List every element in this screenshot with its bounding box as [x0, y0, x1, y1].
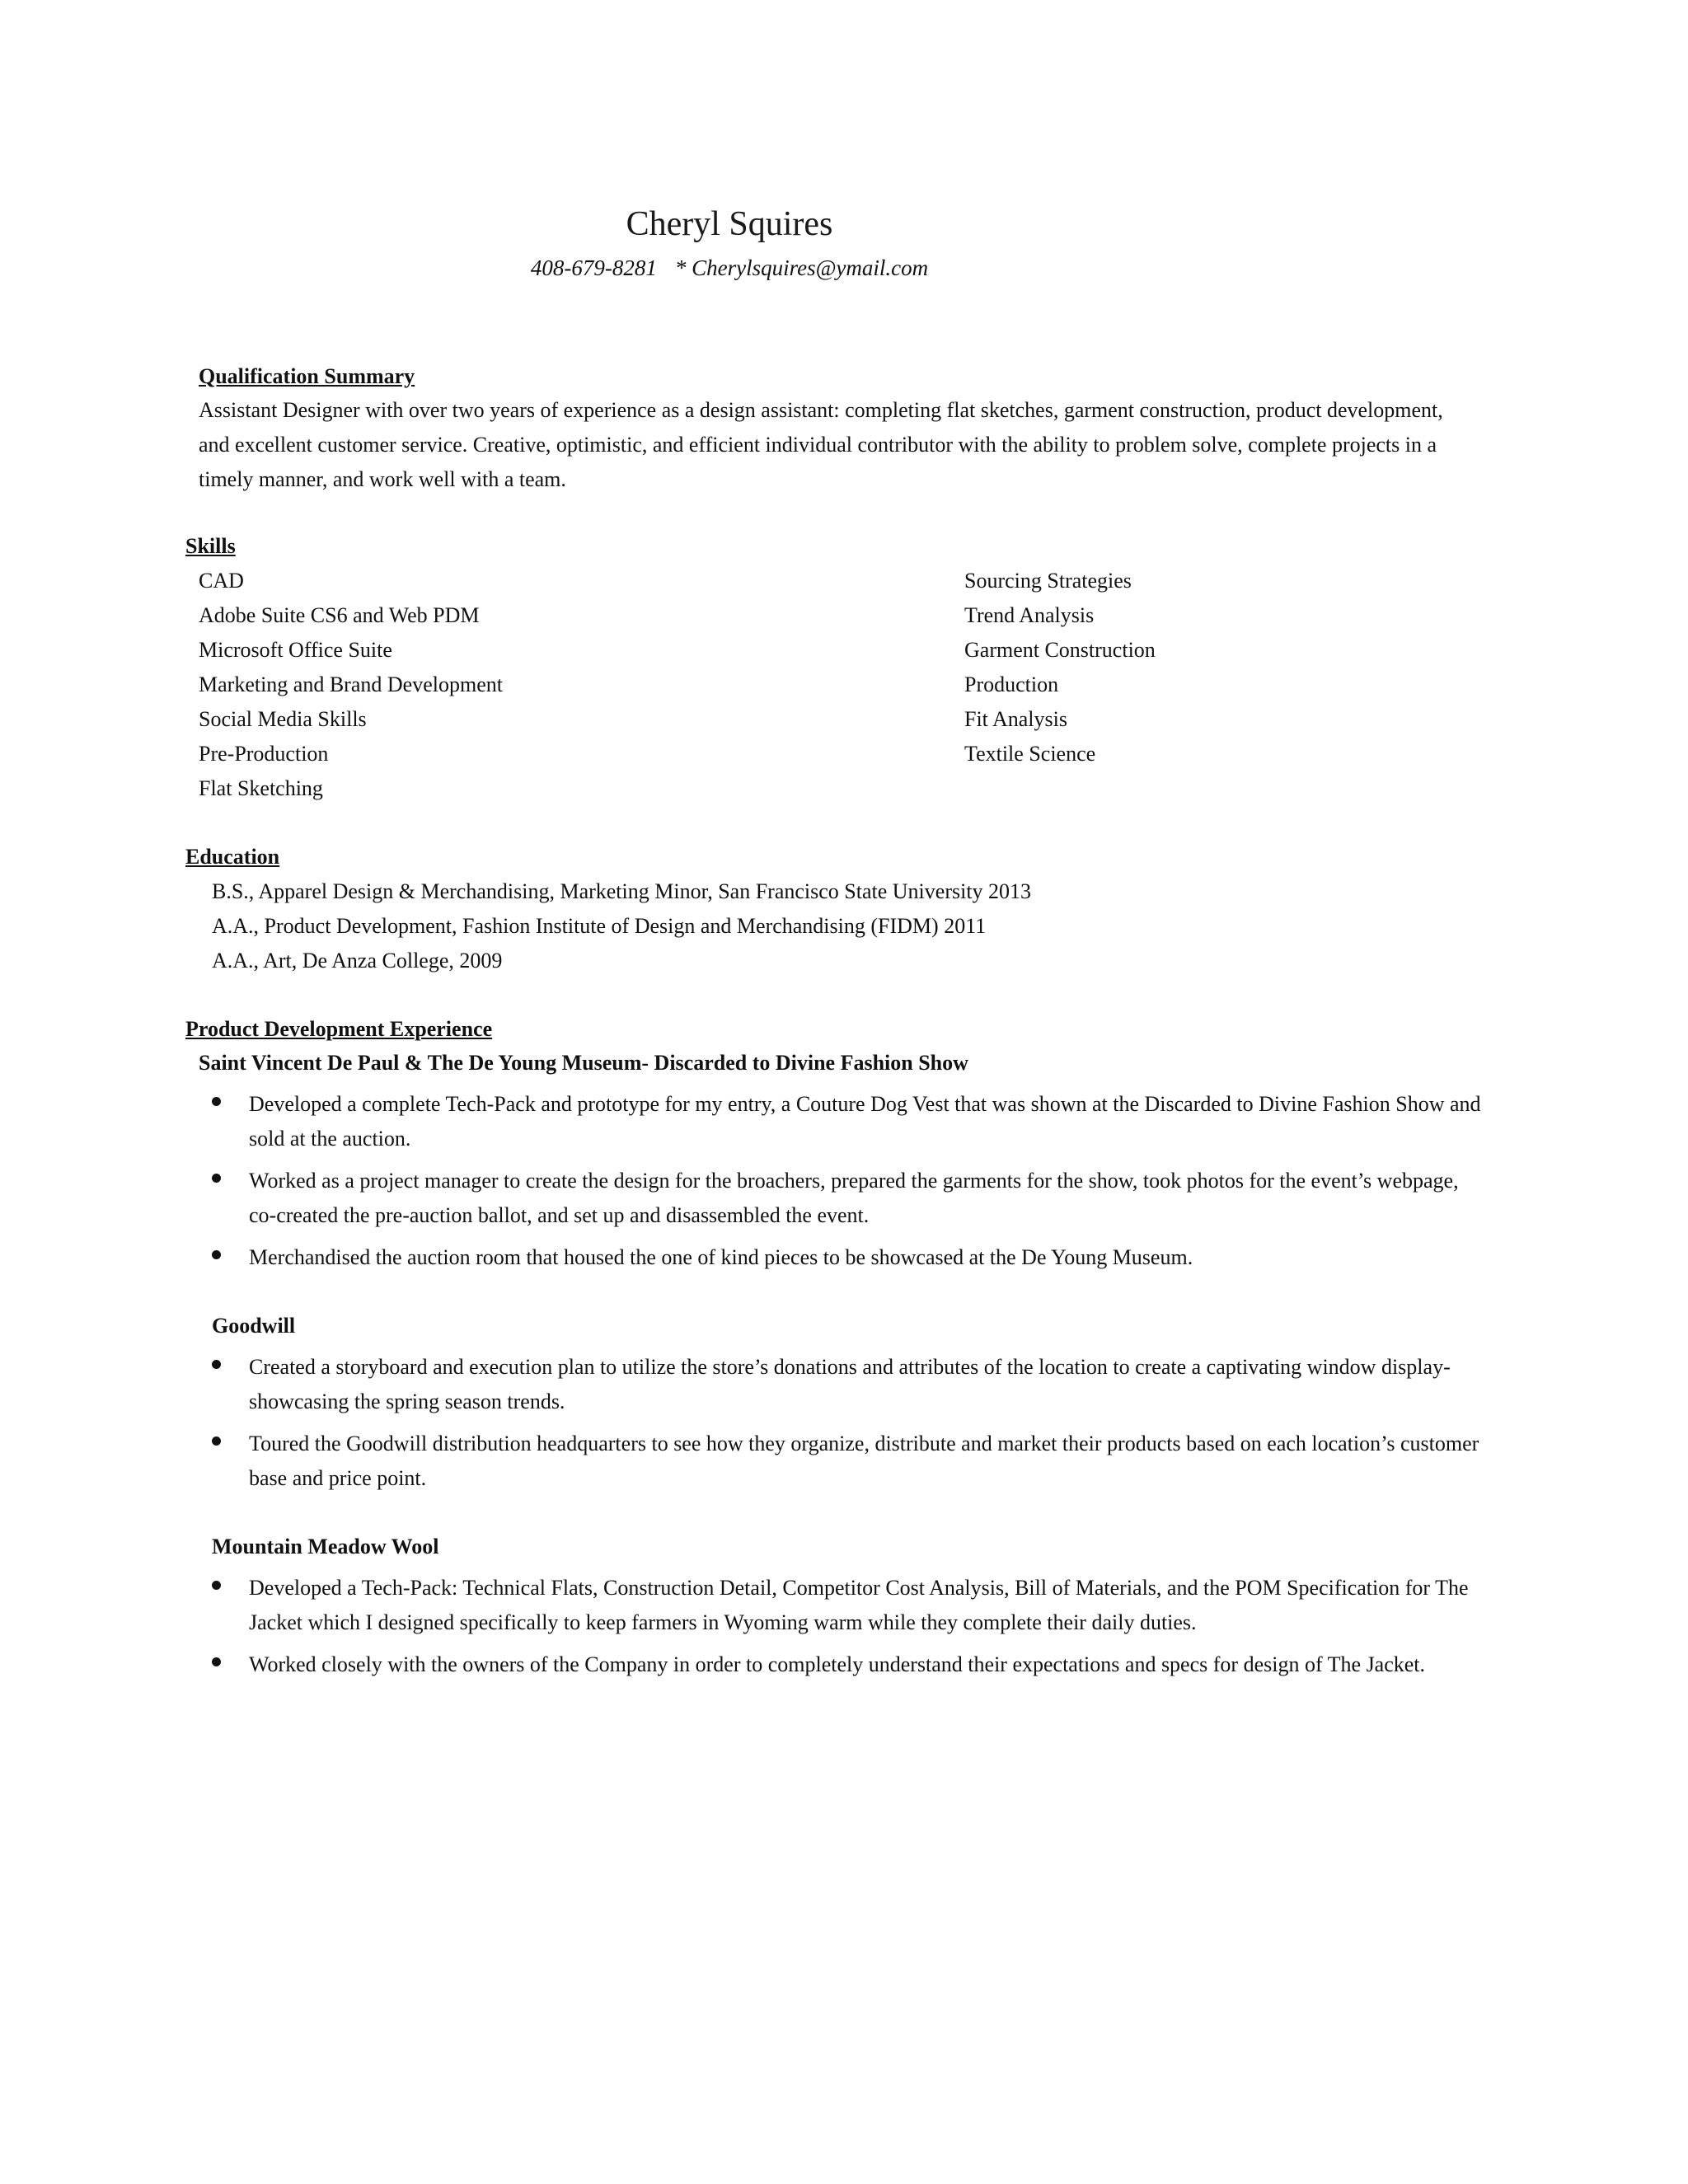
email-address: Cherylsquires@ymail.com: [692, 255, 929, 280]
bullet-text: Worked closely with the owners of the Company in order to completely understand their expectations and specs for design of The Jacket.: [249, 1652, 1426, 1676]
job-bullets: [212, 1350, 1489, 1503]
bullet-item: [212, 1427, 1489, 1496]
education-item: A.A., Art, De Anza College, 2009: [212, 949, 503, 972]
job-bullets: [212, 1087, 1489, 1282]
bullet-text: Developed a complete Tech-Pack and prototype for my entry, a Couture Dog Vest that was shown at the Discarded to Divine Fashion Show and sold at the auction.: [249, 1092, 1481, 1151]
skill-item: Flat Sketching: [199, 776, 323, 800]
skills-left-list: [199, 564, 776, 806]
experience-heading: Product Development Experience: [185, 1017, 493, 1041]
contact-line: [0, 251, 1459, 284]
bullet-text: Developed a Tech-Pack: Technical Flats, Construction Detail, Competitor Cost Analysis, Bill of Materials, and the POM Specification for The Jacket which I designed specifically to keep farmers in Wyoming warm while they complete their daily duties.: [249, 1576, 1469, 1634]
skill-item: Fit Analysis: [964, 707, 1067, 731]
job-title: Goodwill: [212, 1314, 296, 1338]
skill-item: Garment Construction: [964, 638, 1156, 662]
bullet-item: [212, 1571, 1489, 1640]
bullet-icon: [212, 1360, 221, 1369]
skill-item: Sourcing Strategies: [964, 569, 1132, 593]
bullet-item: [212, 1647, 1489, 1682]
bullet-text: Merchandised the auction room that housed the one of kind pieces to be showcased at the De Young Museum.: [249, 1245, 1193, 1269]
bullet-icon: [212, 1436, 221, 1446]
bullet-icon: [212, 1581, 221, 1590]
skill-item: Adobe Suite CS6 and Web PDM: [199, 603, 480, 627]
skill-item: Social Media Skills: [199, 707, 367, 731]
bullet-item: [212, 1240, 1489, 1275]
skill-item: Textile Science: [964, 742, 1096, 766]
bullet-text: Worked as a project manager to create the design for the broachers, prepared the garments for the show, took photos for the event’s webpage, co-created the pre-auction ballot, and set up and disassembled the event.: [249, 1169, 1459, 1227]
qualification-heading: Qualification Summary: [199, 364, 415, 388]
bullet-item: [212, 1087, 1489, 1156]
bullet-icon: [212, 1250, 221, 1259]
bullet-item: [212, 1350, 1489, 1419]
job-title: Mountain Meadow Wool: [212, 1535, 439, 1558]
education-list: [212, 874, 1448, 978]
bullet-text: Toured the Goodwill distribution headquarters to see how they organize, distribute and market their products based on each location’s customer base and price point.: [249, 1432, 1479, 1490]
bullet-icon: [212, 1174, 221, 1183]
skill-item: Pre-Production: [199, 742, 329, 766]
skill-item: Trend Analysis: [964, 603, 1095, 627]
qualification-summary: Assistant Designer with over two years of experience as a design assistant: completing flat sketches, garment construction, product development, and excellent customer service. Creative, optimistic, and efficient individual contributor with the ability to problem solve, complete projects in a timely manner, and work well with a team.: [199, 398, 1443, 491]
bullet-icon: [212, 1657, 221, 1666]
contact-separator: *: [674, 255, 687, 280]
skills-heading: Skills: [185, 534, 236, 558]
bullet-icon: [212, 1097, 221, 1106]
skill-item: CAD: [199, 569, 244, 593]
skill-item: Production: [964, 673, 1059, 696]
education-item: A.A., Product Development, Fashion Institute of Design and Merchandising (FIDM) 2011: [212, 914, 987, 938]
skills-right-list: [964, 564, 1459, 771]
education-heading: Education: [185, 845, 280, 869]
skill-item: Microsoft Office Suite: [199, 638, 392, 662]
bullet-text: Created a storyboard and execution plan to utilize the store’s donations and attributes of the location to create a captivating window display-showcasing the spring season trends.: [249, 1355, 1451, 1413]
job-bullets: [212, 1571, 1489, 1690]
phone-number: 408-679-8281: [530, 255, 657, 280]
candidate-name: Cheryl Squires: [626, 205, 833, 243]
education-item: B.S., Apparel Design & Merchandising, Marketing Minor, San Francisco State University 2013: [212, 879, 1032, 903]
job-title: Saint Vincent De Paul & The De Young Museum- Discarded to Divine Fashion Show: [199, 1051, 968, 1075]
skill-item: Marketing and Brand Development: [199, 673, 503, 696]
bullet-item: [212, 1164, 1489, 1233]
